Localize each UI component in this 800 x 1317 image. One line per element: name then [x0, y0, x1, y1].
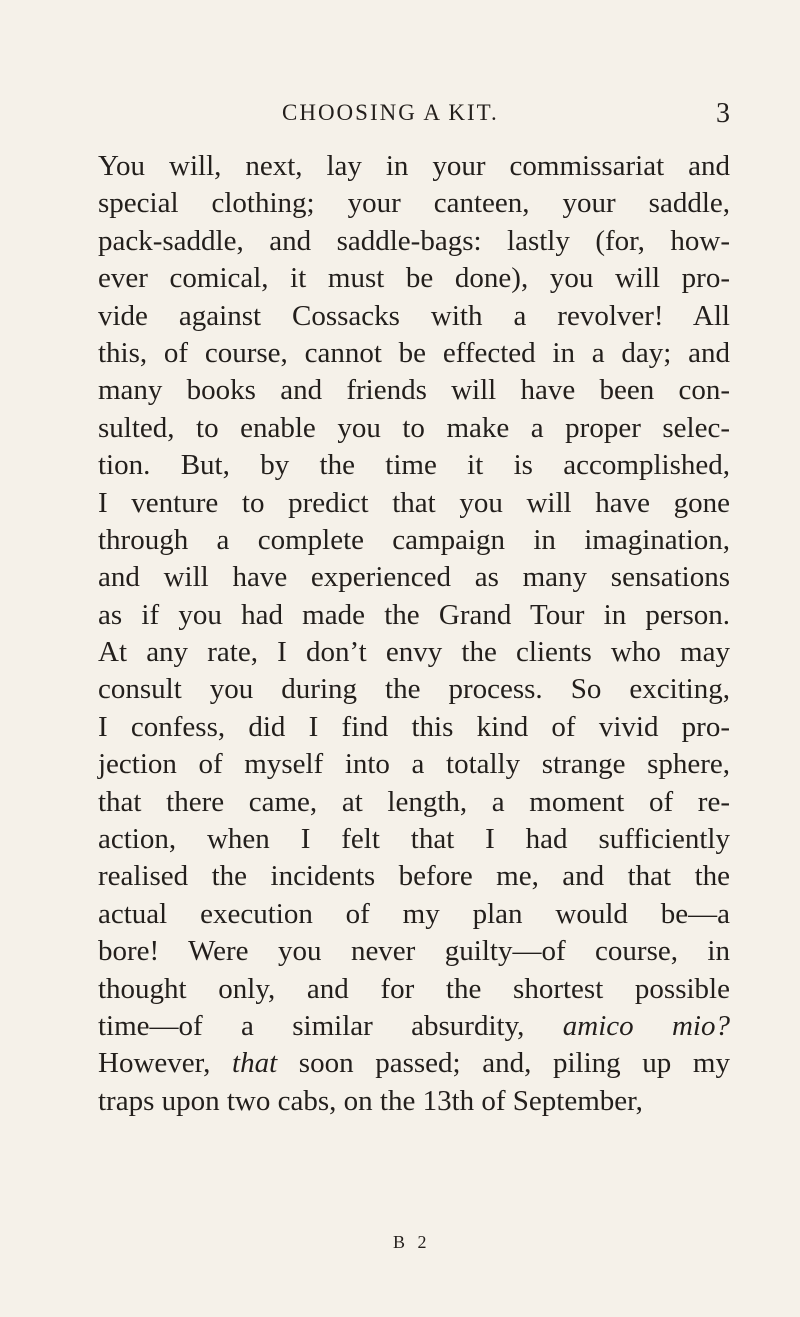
text-line: bore! Were you never guilty—of course, in [98, 935, 730, 968]
text-line: as if you had made the Grand Tour in person. [98, 598, 730, 631]
text-line: actual execution of my plan would be—a [98, 897, 730, 930]
text-line: I venture to predict that you will have gone [98, 486, 730, 519]
text-line: tion. But, by the time it is accomplished, [98, 449, 730, 482]
text-line: that there came, at length, a moment of re- [98, 785, 730, 818]
text-line: ever comical, it must be done), you will pro- [98, 262, 730, 295]
text-line-last: traps upon two cabs, on the 13th of September, [98, 1084, 643, 1117]
line-25-text-start: However, [98, 1047, 233, 1080]
text-line-25 [98, 1045, 730, 1082]
italic-phrase-amico-mio: amico mio? [562, 1009, 730, 1042]
signature-mark: B 2 [393, 1232, 431, 1252]
text-line: realised the incidents before me, and that the [98, 860, 730, 893]
text-line: jection of myself into a totally strange sphere, [98, 748, 730, 781]
body-text [98, 148, 730, 1120]
text-line: At any rate, I don’t envy the clients who may [98, 636, 730, 669]
running-title: CHOOSING A KIT. [282, 100, 499, 125]
text-line: thought only, and for the shortest possible [98, 972, 730, 1005]
page-header [98, 100, 730, 132]
text-line: many books and friends will have been con- [98, 374, 730, 407]
text-line: consult you during the process. So exciting, [98, 673, 730, 706]
text-line: I confess, did I find this kind of vivid pro- [98, 710, 730, 743]
italic-word-that: that [232, 1047, 278, 1080]
text-line: You will, next, lay in your commissariat and [98, 150, 730, 182]
page-number: 3 [716, 98, 730, 129]
text-line-24 [98, 1008, 730, 1045]
text-line: and will have experienced as many sensations [98, 561, 730, 594]
text-line: action, when I felt that I had sufficiently [98, 823, 730, 856]
line-25-text-end: soon passed; and, piling up my [277, 1047, 730, 1080]
text-line: this, of course, cannot be effected in a day; and [98, 336, 730, 369]
text-line: through a complete campaign in imagination, [98, 523, 730, 556]
line-24-text: time—of a similar absurdity, [98, 1009, 563, 1042]
text-line: sulted, to enable you to make a proper selec- [98, 411, 730, 444]
text-line: pack-saddle, and saddle-bags: lastly (for, how- [98, 224, 730, 257]
text-line: special clothing; your canteen, your saddle, [98, 187, 730, 220]
text-line: vide against Cossacks with a revolver! All [98, 299, 730, 332]
